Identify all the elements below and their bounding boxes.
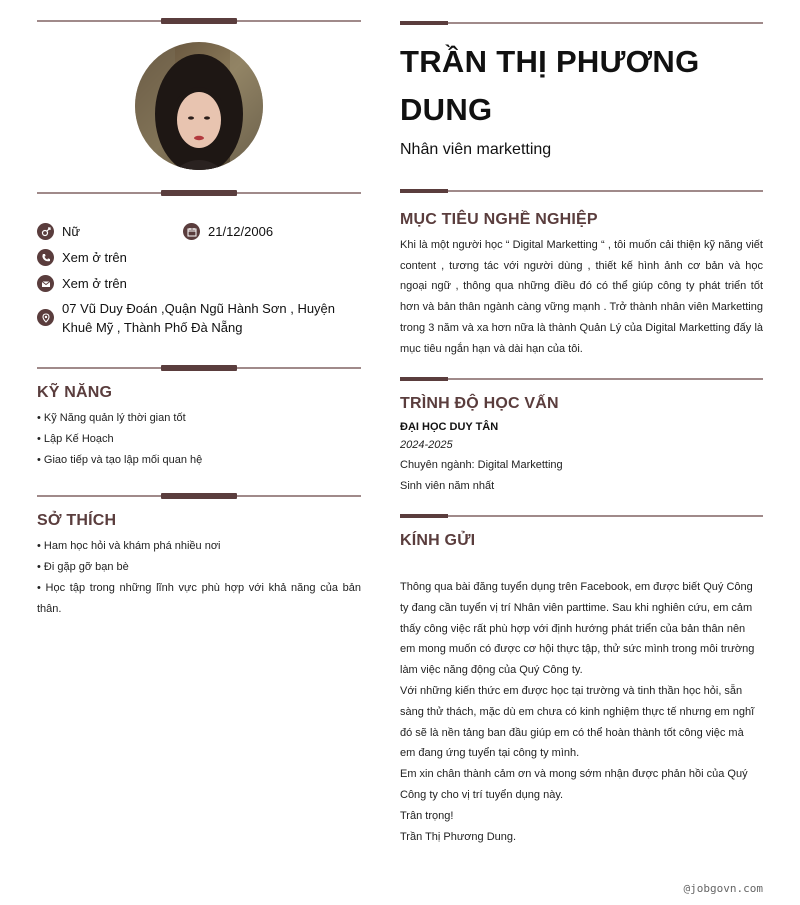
education-title: TRÌNH ĐỘ HỌC VẤN [400, 395, 559, 412]
letter-closing: Trân trọng! [400, 810, 454, 822]
gender-value: Nữ [62, 224, 81, 239]
skills-title: KỸ NĂNG [37, 384, 113, 401]
hobby-item: • Đi gặp gỡ bạn bè [37, 561, 129, 573]
skill-item: • Lập Kế Hoạch [37, 433, 114, 445]
phone-row [37, 248, 361, 267]
education-major: Chuyên ngành: Digital Marketting [400, 459, 563, 471]
watermark: @jobgovn.com [683, 882, 763, 895]
address-value: 07 Vũ Duy Đoán ,Quận Ngũ Hành Sơn , Huyện Khuê Mỹ , Thành Phố Đà Nẵng [62, 301, 336, 335]
hobbies-title: SỞ THÍCH [37, 512, 117, 529]
letter-paragraph: Thông qua bài đăng tuyển dụng trên Facebook, em được biết Quý Công ty đang cần tuyển vị trí Nhân viên parttime. Sau khi nghiên cứu, em cảm thấy công việc rất phù hợp với định hướng phát triển của bản thân nên em mong muốn có được cơ hội thực tập, thử sức mình trong môi trường làm việc năng động của Quý Công ty. [400, 581, 755, 677]
gender-row [37, 222, 187, 241]
birthdate-row [183, 222, 361, 241]
location-pin-icon [37, 309, 54, 326]
phone-value: Xem ở trên [62, 250, 127, 265]
calendar-icon [183, 223, 200, 240]
section-divider [37, 18, 361, 24]
section-divider [37, 190, 361, 196]
email-row [37, 274, 361, 293]
avatar-photo [135, 42, 263, 170]
letter-paragraph: Em xin chân thành cảm ơn và mong sớm nhận được phản hồi của Quý Công ty cho vị trí tuyển dụng này. [400, 768, 748, 801]
letter-title: KÍNH GỬI [400, 532, 476, 549]
phone-icon [37, 249, 54, 266]
objective-text: Khi là một người học “ Digital Marketting “ , tôi muốn cải thiện kỹ năng viết content , tương tác với người dùng , thiết kế hình ảnh cơ bản và học ngoại ngữ , thông qua những điều đó có thể giúp công ty phát triển tốt hơn và bản thân ngành càng vững mạnh . Trở thành nhân viên Marketting trong 3 năm và xa hơn nữa là thành Quản Lý của Digital Marketting đấy là mục tiêu ngắn hạn và dài hạn của tôi. [400, 239, 763, 355]
objective-title: MỤC TIÊU NGHỀ NGHIỆP [400, 211, 598, 228]
email-value: Xem ở trên [62, 276, 127, 291]
letter-paragraph: Với những kiến thức em được học tại trường và tinh thần học hỏi, sẵn sàng thử thách, mặc dù em chưa có kinh nghiệm thực tế nhưng em nghĩ đó sẽ là nền tảng ban đầu giúp em có thể hoàn thành tốt công việc mà em đang ứng tuyển tại công ty mình. [400, 685, 755, 760]
section-divider [400, 377, 763, 382]
birthdate-value: 21/12/2006 [208, 224, 274, 239]
letter-signature: Trần Thị Phương Dung. [400, 831, 517, 843]
avatar [135, 42, 263, 170]
job-title: Nhân viên marketting [400, 141, 552, 158]
section-divider [37, 493, 361, 499]
hobby-item: • Học tập trong những lĩnh vực phù hợp với khả năng của bản thân. [37, 582, 361, 615]
section-divider [400, 189, 763, 194]
address-row [37, 299, 361, 337]
candidate-name: TRẦN THỊ PHƯƠNG DUNG [400, 44, 700, 127]
education-school: ĐẠI HỌC DUY TÂN [400, 421, 499, 433]
skill-item: • Kỹ Năng quản lý thời gian tốt [37, 412, 186, 424]
hobby-item: • Ham học hỏi và khám phá nhiều nơi [37, 540, 221, 552]
section-divider [400, 514, 763, 519]
mail-icon [37, 275, 54, 292]
education-status: Sinh viên năm nhất [400, 480, 495, 492]
section-divider [37, 365, 361, 371]
education-years: 2024-2025 [400, 439, 453, 451]
gender-icon [37, 223, 54, 240]
skill-item: • Giao tiếp và tạo lập mối quan hệ [37, 454, 203, 466]
section-divider [400, 21, 763, 26]
